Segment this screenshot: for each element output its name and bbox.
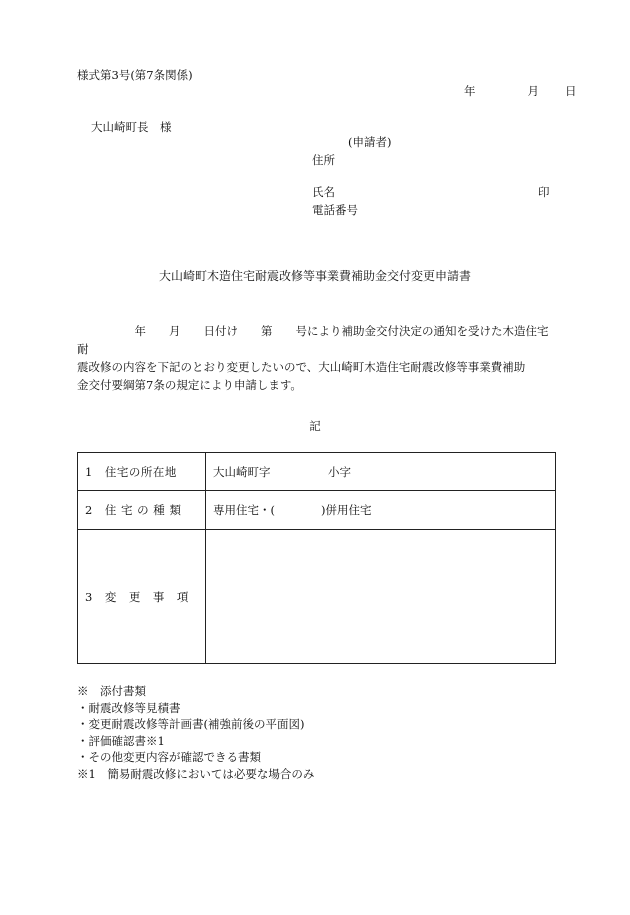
row-value-location: 大山崎町字 小字	[206, 453, 556, 491]
note-line: ・その他変更内容が確認できる書類	[77, 750, 261, 764]
row-label-changes: 3 変 更 事 項	[78, 530, 206, 664]
form-number: 様式第3号(第7条関係)	[77, 68, 193, 82]
row-value-house-type: 専用住宅・( )併用住宅	[206, 491, 556, 530]
applicant-label: (申請者)	[348, 135, 392, 149]
name-label: 氏名	[312, 185, 335, 199]
date-year: 年	[464, 84, 476, 98]
note-line: ・評価確認書※1	[77, 733, 165, 748]
attachments-notes	[77, 683, 314, 782]
note-line: ※1 簡易耐震改修においては必要な場合のみ	[77, 766, 315, 781]
addressee: 大山崎町長 様	[91, 120, 172, 134]
document-title: 大山崎町木造住宅耐震改修等事業費補助金交付変更申請書	[158, 269, 471, 283]
ki-marker: 記	[309, 419, 321, 433]
body-line: 震改修の内容を下記のとおり変更したいので、大山崎町木造住宅耐震改修等事業費補助	[77, 360, 526, 374]
note-line: ・変更耐震改修等計画書(補強前後の平面図)	[77, 717, 305, 731]
table-row	[78, 453, 556, 491]
row-value-changes	[206, 530, 556, 664]
body-line: 年 月 日付け 第 号により補助金交付決定の通知を受けた木造住宅耐	[77, 324, 549, 356]
body-line: 金交付要綱第7条の規定により申請します。	[77, 378, 302, 392]
date-month: 月	[527, 84, 539, 98]
table-row	[78, 491, 556, 530]
date-line	[464, 86, 577, 98]
seal-label: 印	[538, 185, 550, 199]
note-line: ・耐震改修等見積書	[77, 700, 181, 715]
table-row	[78, 530, 556, 664]
phone-label: 電話番号	[312, 203, 358, 217]
details-table	[77, 452, 556, 664]
note-line: ※ 添付書類	[77, 684, 146, 698]
body-text	[77, 322, 557, 394]
address-label: 住所	[312, 153, 335, 167]
date-day: 日	[565, 84, 577, 98]
row-label-location: 1 住宅の所在地	[78, 453, 206, 491]
row-label-house-type: 2 住 宅 の 種 類	[78, 491, 206, 530]
